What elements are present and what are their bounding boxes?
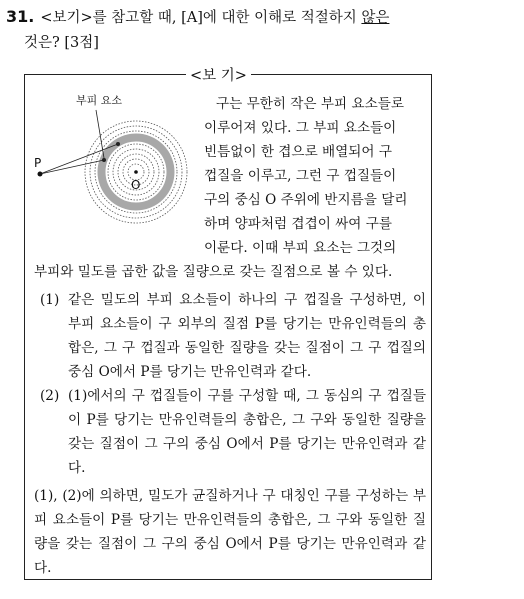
intro-text-wrapped [204,92,426,260]
conclusion-text: (1), (2)에 의하면, 밀도가 균질하거나 구 대칭인 구를 구성하는 부피 요소들이 P를 당기는 만유인력들의 총합은, 그 구와 동일한 질량을 갖는 질점이 그 구의 중심 O에서 P를 당기는 만유인력과 같다. [34,488,426,576]
statement-number: (2) [40,388,60,404]
label-P: P [34,156,42,170]
point-P [38,172,43,177]
question-prompt: <보기>를 참고할 때, [A]에 대한 이해로 적절하지 [40,10,362,26]
statement-2 [40,384,426,480]
question-number: 31. [6,7,35,26]
volume-element-label: 부피 요소 [76,94,123,107]
center-O [134,170,138,174]
sphere-diagram [30,90,190,250]
statement-text: (1)에서의 구 껍질들이 구를 구성할 때, 그 동심의 구 껍질들이 P를 당기는 만유인력들의 총합은, 그 구와 동일한 질량을 갖는 질점이 그 구의 중심 O에서 P를 당기는 만유인력과 같다. [68,388,426,476]
question-prompt-continued: 것은? [3점] [24,35,99,51]
sphere-diagram-svg [30,90,190,250]
reference-box-title: <보 기> [186,64,251,85]
statement-text: 같은 밀도의 부피 요소들이 하나의 구 껍질을 구성하면, 이 부피 요소들이 구 외부의 질점 P를 당기는 만유인력들의 총합은, 그 구 껍질과 동일한 질량을 갖는 질점이 그 구 껍질의 중심 O에서 P를 당기는 만유인력과 같다. [68,292,426,380]
intro-line: 이루어져 있다. 그 부피 요소들이 [204,120,397,136]
question-prompt-underlined: 않은 [361,10,390,26]
intro-text-full: 부피와 밀도를 곱한 값을 질량으로 갖는 질점으로 볼 수 있다. [34,264,393,280]
intro-line: 빈틈없이 한 겹으로 배열되어 구 [204,144,392,160]
intro-line: 하며 양파처럼 겹겹이 싸여 구를 [204,216,392,232]
intro-line: 이룬다. 이때 부피 요소는 그것의 [204,240,397,256]
label-O: O [131,178,141,192]
intro-line: 구의 중심 O 주위에 반지름을 달리 [204,192,408,208]
statement-number: (1) [40,292,60,308]
intro-line: 껍질을 이루고, 그런 구 껍질들이 [204,168,397,184]
statement-1 [40,288,426,384]
intro-line: 구는 무한히 작은 부피 요소들로 [216,96,404,112]
question-line [6,6,389,27]
